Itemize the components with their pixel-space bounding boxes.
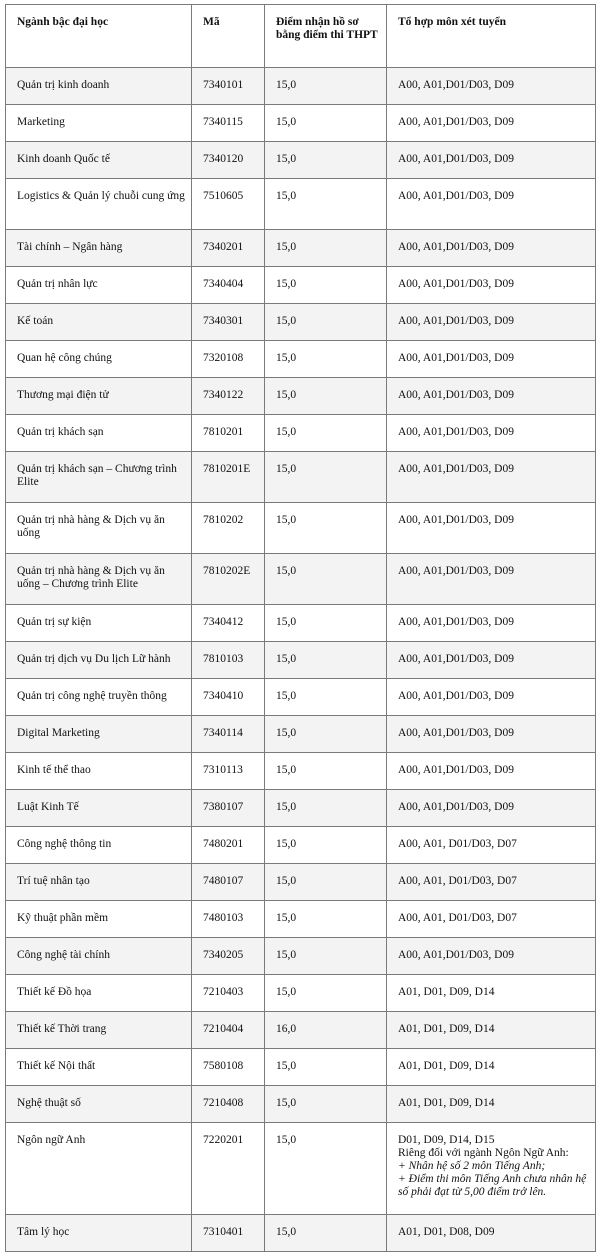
- major-cell: Công nghệ thông tin: [6, 827, 192, 864]
- code-cell: 7340101: [192, 68, 265, 105]
- combo-cell: A00, A01,D01/D03, D09: [387, 341, 596, 378]
- combo-cell: A00, A01,D01/D03, D09: [387, 179, 596, 230]
- major-cell: Quan hệ công chúng: [6, 341, 192, 378]
- header-major: Ngành bậc đại học: [6, 5, 192, 68]
- major-cell: Quản trị công nghệ truyền thông: [6, 679, 192, 716]
- major-cell: Kế toán: [6, 304, 192, 341]
- major-cell: Ngôn ngữ Anh: [6, 1123, 192, 1215]
- score-cell: 15,0: [265, 179, 387, 230]
- major-cell: Digital Marketing: [6, 716, 192, 753]
- combo-cell: A00, A01, D01/D03, D07: [387, 864, 596, 901]
- score-cell: 15,0: [265, 679, 387, 716]
- combo-cell: A00, A01,D01/D03, D09: [387, 415, 596, 452]
- score-cell: 16,0: [265, 1012, 387, 1049]
- major-cell: Logistics & Quản lý chuỗi cung ứng: [6, 179, 192, 230]
- combo-cell: A00, A01,D01/D03, D09: [387, 642, 596, 679]
- table-row: [6, 304, 596, 341]
- combo-cell: A01, D01, D08, D09: [387, 1215, 596, 1252]
- score-cell: 15,0: [265, 1123, 387, 1215]
- major-cell: Công nghệ tài chính: [6, 938, 192, 975]
- code-cell: 7340201: [192, 230, 265, 267]
- combo-cell: A00, A01,D01/D03, D09: [387, 267, 596, 304]
- table-row: [6, 790, 596, 827]
- score-cell: 15,0: [265, 105, 387, 142]
- major-cell: Kinh doanh Quốc tế: [6, 142, 192, 179]
- score-cell: 15,0: [265, 230, 387, 267]
- score-cell: 15,0: [265, 142, 387, 179]
- header-code: Mã: [192, 5, 265, 68]
- table-row: [6, 642, 596, 679]
- admission-table-sheet: [5, 4, 595, 1252]
- english-note-rule-1: + Nhân hệ số 2 môn Tiếng Anh;: [398, 1160, 546, 1172]
- code-cell: 7340115: [192, 105, 265, 142]
- combo-cell: A00, A01,D01/D03, D09: [387, 679, 596, 716]
- code-cell: 7810201E: [192, 452, 265, 503]
- table-row: [6, 378, 596, 415]
- combo-cell: A01, D01, D09, D14: [387, 975, 596, 1012]
- major-cell: Quản trị nhà hàng & Dịch vụ ăn uống – Chương trình Elite: [6, 554, 192, 605]
- code-cell: 7310401: [192, 1215, 265, 1252]
- major-cell: Quản trị kinh doanh: [6, 68, 192, 105]
- header-score: Điểm nhận hồ sơ bằng điểm thi THPT: [265, 5, 387, 68]
- code-cell: 7810202: [192, 503, 265, 554]
- code-cell: 7380107: [192, 790, 265, 827]
- table-row: [6, 68, 596, 105]
- code-cell: 7480107: [192, 864, 265, 901]
- combo-cell: A01, D01, D09, D14: [387, 1012, 596, 1049]
- table-row: [6, 716, 596, 753]
- table-body: [6, 68, 596, 1252]
- table-row: [6, 230, 596, 267]
- table-row: [6, 864, 596, 901]
- header-combo: Tổ hợp môn xét tuyển: [387, 5, 596, 68]
- major-cell: Kinh tế thể thao: [6, 753, 192, 790]
- table-row: [6, 415, 596, 452]
- combo-cell: A01, D01, D09, D14: [387, 1049, 596, 1086]
- code-cell: 7340114: [192, 716, 265, 753]
- table-row: [6, 1049, 596, 1086]
- major-cell: Thiết kế Đồ họa: [6, 975, 192, 1012]
- major-cell: Quản trị nhà hàng & Dịch vụ ăn uống: [6, 503, 192, 554]
- code-cell: 7480201: [192, 827, 265, 864]
- major-cell: Thiết kế Nội thất: [6, 1049, 192, 1086]
- english-note-rule-2: + Điểm thi môn Tiếng Anh chưa nhân hệ số phải đạt từ 5,00 điểm trở lên.: [398, 1173, 587, 1198]
- combo-cell: A00, A01,D01/D03, D09: [387, 753, 596, 790]
- code-cell: 7310113: [192, 753, 265, 790]
- table-row: [6, 554, 596, 605]
- major-cell: Thiết kế Thời trang: [6, 1012, 192, 1049]
- combo-cell: [387, 1123, 596, 1215]
- score-cell: 15,0: [265, 975, 387, 1012]
- score-cell: 15,0: [265, 1215, 387, 1252]
- combo-cell: A00, A01,D01/D03, D09: [387, 554, 596, 605]
- code-cell: 7210403: [192, 975, 265, 1012]
- table-row: [6, 827, 596, 864]
- major-cell: Kỹ thuật phần mềm: [6, 901, 192, 938]
- code-cell: 7340301: [192, 304, 265, 341]
- code-cell: 7340410: [192, 679, 265, 716]
- score-cell: 15,0: [265, 827, 387, 864]
- code-cell: 7220201: [192, 1123, 265, 1215]
- table-row: [6, 105, 596, 142]
- combo-cell: A00, A01,D01/D03, D09: [387, 142, 596, 179]
- major-cell: Quản trị nhân lực: [6, 267, 192, 304]
- code-cell: 7210408: [192, 1086, 265, 1123]
- code-cell: 7340122: [192, 378, 265, 415]
- table-row: [6, 267, 596, 304]
- combo-cell: A00, A01,D01/D03, D09: [387, 452, 596, 503]
- score-cell: 15,0: [265, 642, 387, 679]
- score-cell: 15,0: [265, 452, 387, 503]
- major-cell: Quản trị khách sạn: [6, 415, 192, 452]
- table-row: [6, 975, 596, 1012]
- code-cell: 7510605: [192, 179, 265, 230]
- combo-cell: A00, A01,D01/D03, D09: [387, 503, 596, 554]
- code-cell: 7210404: [192, 1012, 265, 1049]
- code-cell: 7480103: [192, 901, 265, 938]
- code-cell: 7340412: [192, 605, 265, 642]
- major-cell: Thương mại điện tử: [6, 378, 192, 415]
- table-row: [6, 179, 596, 230]
- table-row: [6, 1012, 596, 1049]
- major-cell: Nghệ thuật số: [6, 1086, 192, 1123]
- score-cell: 15,0: [265, 68, 387, 105]
- code-cell: 7340404: [192, 267, 265, 304]
- score-cell: 15,0: [265, 341, 387, 378]
- code-cell: 7320108: [192, 341, 265, 378]
- score-cell: 15,0: [265, 901, 387, 938]
- code-cell: 7580108: [192, 1049, 265, 1086]
- code-cell: 7810202E: [192, 554, 265, 605]
- major-cell: Tài chính – Ngân hàng: [6, 230, 192, 267]
- combo-cell: A00, A01,D01/D03, D09: [387, 790, 596, 827]
- code-cell: 7810103: [192, 642, 265, 679]
- score-cell: 15,0: [265, 753, 387, 790]
- score-cell: 15,0: [265, 267, 387, 304]
- score-cell: 15,0: [265, 378, 387, 415]
- score-cell: 15,0: [265, 790, 387, 827]
- score-cell: 15,0: [265, 1049, 387, 1086]
- code-cell: 7340205: [192, 938, 265, 975]
- major-cell: Trí tuệ nhân tạo: [6, 864, 192, 901]
- table-row: [6, 753, 596, 790]
- table-row: [6, 938, 596, 975]
- code-cell: 7810201: [192, 415, 265, 452]
- score-cell: 15,0: [265, 503, 387, 554]
- table-header-row: [6, 5, 596, 68]
- major-cell: Quản trị khách sạn – Chương trình Elite: [6, 452, 192, 503]
- combo-cell: A00, A01,D01/D03, D09: [387, 68, 596, 105]
- table-row: [6, 341, 596, 378]
- combo-cell: A00, A01,D01/D03, D09: [387, 378, 596, 415]
- table-row: [6, 1123, 596, 1215]
- table-row: [6, 1086, 596, 1123]
- score-cell: 15,0: [265, 864, 387, 901]
- major-cell: Marketing: [6, 105, 192, 142]
- score-cell: 15,0: [265, 415, 387, 452]
- table-row: [6, 452, 596, 503]
- table-row: [6, 605, 596, 642]
- table-row: [6, 901, 596, 938]
- table-row: [6, 679, 596, 716]
- code-cell: 7340120: [192, 142, 265, 179]
- combo-cell: A00, A01,D01/D03, D09: [387, 605, 596, 642]
- score-cell: 15,0: [265, 605, 387, 642]
- english-note-heading: Riêng đối với ngành Ngôn Ngữ Anh:: [398, 1147, 569, 1159]
- combo-cell: A00, A01, D01/D03, D07: [387, 901, 596, 938]
- major-cell: Quản trị sự kiện: [6, 605, 192, 642]
- combo-cell: A00, A01,D01/D03, D09: [387, 716, 596, 753]
- combo-cell: A00, A01,D01/D03, D09: [387, 230, 596, 267]
- table-row: [6, 1215, 596, 1252]
- major-cell: Quản trị dịch vụ Du lịch Lữ hành: [6, 642, 192, 679]
- admission-table: [5, 4, 596, 1252]
- major-cell: Tâm lý học: [6, 1215, 192, 1252]
- table-row: [6, 142, 596, 179]
- score-cell: 15,0: [265, 1086, 387, 1123]
- score-cell: 15,0: [265, 554, 387, 605]
- score-cell: 15,0: [265, 304, 387, 341]
- combo-cell: A01, D01, D09, D14: [387, 1086, 596, 1123]
- combo-value: D01, D09, D14, D15: [398, 1134, 495, 1146]
- major-cell: Luật Kinh Tế: [6, 790, 192, 827]
- combo-cell: A00, A01,D01/D03, D09: [387, 304, 596, 341]
- combo-cell: A00, A01,D01/D03, D09: [387, 105, 596, 142]
- score-cell: 15,0: [265, 938, 387, 975]
- combo-cell: A00, A01,D01/D03, D09: [387, 938, 596, 975]
- score-cell: 15,0: [265, 716, 387, 753]
- combo-cell: A00, A01, D01/D03, D07: [387, 827, 596, 864]
- table-row: [6, 503, 596, 554]
